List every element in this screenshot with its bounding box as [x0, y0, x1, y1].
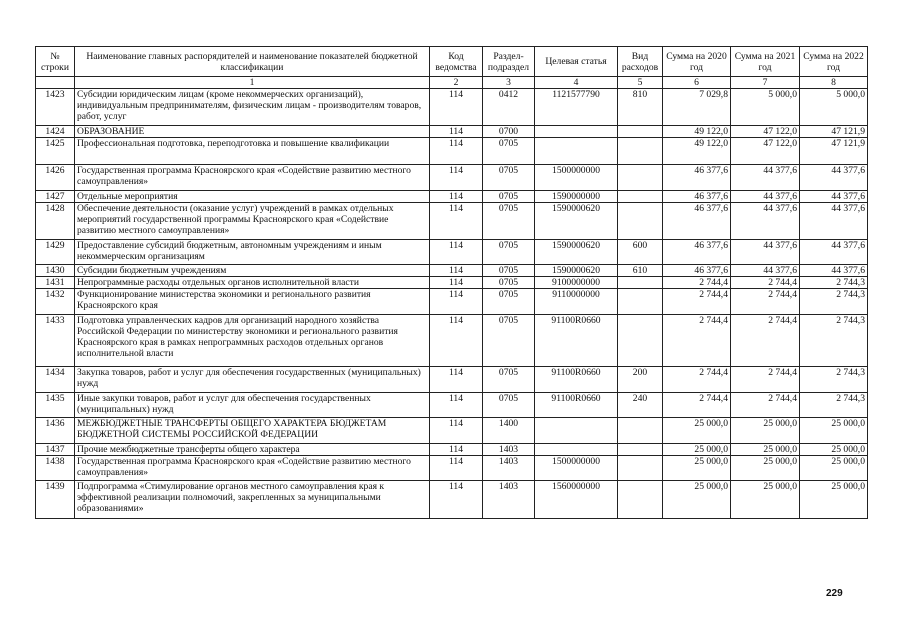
department-code: 114 [430, 315, 483, 367]
row-number: 1432 [36, 289, 75, 315]
expense-type: 810 [618, 89, 663, 126]
target-item: 1500000000 [535, 165, 618, 191]
expense-type [618, 418, 663, 444]
sum-2022: 44 377,6 [800, 265, 868, 277]
table-row [36, 444, 868, 456]
header-sum-2021: Сумма на 2021 год [731, 47, 800, 77]
header-target-item: Целевая статья [535, 47, 618, 77]
sum-2020: 2 744,4 [663, 315, 731, 367]
expense-type [618, 165, 663, 191]
section-code: 1403 [483, 481, 535, 519]
row-name: Субсидии юридическим лицам (кроме некоммерческих организаций), индивидуальным предпринимателям, физическим лицам - производителям товаров, работ, услуг [75, 89, 430, 126]
sum-2021: 44 377,6 [731, 240, 800, 265]
row-name: МЕЖБЮДЖЕТНЫЕ ТРАНСФЕРТЫ ОБЩЕГО ХАРАКТЕРА БЮДЖЕТАМ БЮДЖЕТНОЙ СИСТЕМЫ РОССИЙСКОЙ ФЕДЕРАЦИИ [75, 418, 430, 444]
row-number: 1428 [36, 203, 75, 240]
expense-type [618, 289, 663, 315]
sum-2020: 7 029,8 [663, 89, 731, 126]
section-code: 0705 [483, 315, 535, 367]
sum-2020: 46 377,6 [663, 203, 731, 240]
department-code: 114 [430, 393, 483, 418]
target-item: 91100R0660 [535, 315, 618, 367]
row-name: Профессиональная подготовка, переподготовка и повышение квалификации [75, 138, 430, 165]
sum-2021: 25 000,0 [731, 444, 800, 456]
expense-type [618, 456, 663, 481]
sum-2020: 25 000,0 [663, 481, 731, 519]
column-number: 7 [731, 77, 800, 89]
sum-2021: 44 377,6 [731, 191, 800, 203]
sum-2021: 5 000,0 [731, 89, 800, 126]
sum-2020: 46 377,6 [663, 240, 731, 265]
target-item: 91100R0660 [535, 367, 618, 393]
row-name: Непрограммные расходы отдельных органов исполнительной власти [75, 277, 430, 289]
department-code: 114 [430, 165, 483, 191]
row-number: 1436 [36, 418, 75, 444]
table-row [36, 265, 868, 277]
row-name: Подпрограмма «Стимулирование органов местного самоуправления края к эффективной реализации полномочий, закрепленных за муниципальными образованиями» [75, 481, 430, 519]
sum-2020: 46 377,6 [663, 191, 731, 203]
column-numbers-row [36, 77, 868, 89]
row-number: 1437 [36, 444, 75, 456]
sum-2022: 5 000,0 [800, 89, 868, 126]
table-row [36, 203, 868, 240]
sum-2022: 44 377,6 [800, 165, 868, 191]
row-name: Отдельные мероприятия [75, 191, 430, 203]
row-number: 1425 [36, 138, 75, 165]
column-number: 6 [663, 77, 731, 89]
sum-2020: 2 744,4 [663, 289, 731, 315]
table-row [36, 418, 868, 444]
expense-type: 610 [618, 265, 663, 277]
row-number: 1438 [36, 456, 75, 481]
department-code: 114 [430, 277, 483, 289]
sum-2021: 2 744,4 [731, 393, 800, 418]
row-number: 1433 [36, 315, 75, 367]
row-name: Функционирование министерства экономики и регионального развития Красноярского края [75, 289, 430, 315]
header-section: Раздел-подраздел [483, 47, 535, 77]
row-name: Предоставление субсидий бюджетным, автономным учреждениям и иным некоммерческим организациям [75, 240, 430, 265]
column-number: 8 [800, 77, 868, 89]
row-number: 1423 [36, 89, 75, 126]
sum-2020: 46 377,6 [663, 165, 731, 191]
header-name: Наименование главных распорядителей и наименование показателей бюджетной классификации [75, 47, 430, 77]
sum-2022: 2 744,3 [800, 393, 868, 418]
header-row-number: № строки [36, 47, 75, 77]
section-code: 1403 [483, 456, 535, 481]
row-number: 1435 [36, 393, 75, 418]
department-code: 114 [430, 444, 483, 456]
expense-type [618, 138, 663, 165]
sum-2022: 2 744,3 [800, 277, 868, 289]
department-code: 114 [430, 456, 483, 481]
section-code: 0705 [483, 191, 535, 203]
table-row [36, 165, 868, 191]
table-row [36, 367, 868, 393]
department-code: 114 [430, 418, 483, 444]
sum-2021: 44 377,6 [731, 265, 800, 277]
table-row [36, 456, 868, 481]
expense-type [618, 444, 663, 456]
expense-type [618, 203, 663, 240]
row-name: Государственная программа Красноярского края «Содействие развитию местного самоуправления» [75, 456, 430, 481]
sum-2021: 2 744,4 [731, 289, 800, 315]
department-code: 114 [430, 289, 483, 315]
sum-2020: 2 744,4 [663, 393, 731, 418]
table-row [36, 289, 868, 315]
table-row [36, 481, 868, 519]
target-item: 1590000000 [535, 191, 618, 203]
section-code: 0412 [483, 89, 535, 126]
target-item [535, 444, 618, 456]
table-row [36, 138, 868, 165]
expense-type [618, 126, 663, 138]
department-code: 114 [430, 203, 483, 240]
header-row [36, 47, 868, 77]
department-code: 114 [430, 481, 483, 519]
sum-2022: 44 377,6 [800, 203, 868, 240]
section-code: 0705 [483, 393, 535, 418]
row-number: 1424 [36, 126, 75, 138]
department-code: 114 [430, 126, 483, 138]
row-name: ОБРАЗОВАНИЕ [75, 126, 430, 138]
sum-2020: 46 377,6 [663, 265, 731, 277]
sum-2020: 2 744,4 [663, 277, 731, 289]
sum-2021: 25 000,0 [731, 418, 800, 444]
section-code: 0705 [483, 203, 535, 240]
table-row [36, 89, 868, 126]
sum-2022: 25 000,0 [800, 456, 868, 481]
row-name: Прочие межбюджетные трансферты общего характера [75, 444, 430, 456]
header-department-code: Код ведомства [430, 47, 483, 77]
table-row [36, 277, 868, 289]
sum-2021: 2 744,4 [731, 367, 800, 393]
row-number: 1430 [36, 265, 75, 277]
target-item: 1121577790 [535, 89, 618, 126]
section-code: 0705 [483, 277, 535, 289]
expense-type: 600 [618, 240, 663, 265]
target-item: 1560000000 [535, 481, 618, 519]
sum-2022: 25 000,0 [800, 418, 868, 444]
row-number: 1426 [36, 165, 75, 191]
section-code: 1400 [483, 418, 535, 444]
expense-type [618, 315, 663, 367]
row-number: 1439 [36, 481, 75, 519]
department-code: 114 [430, 138, 483, 165]
sum-2022: 47 121,9 [800, 126, 868, 138]
row-number: 1431 [36, 277, 75, 289]
sum-2020: 49 122,0 [663, 126, 731, 138]
table-row [36, 126, 868, 138]
header-expense-type: Вид расходов [618, 47, 663, 77]
target-item: 9100000000 [535, 277, 618, 289]
section-code: 0705 [483, 165, 535, 191]
sum-2022: 44 377,6 [800, 240, 868, 265]
sum-2021: 2 744,4 [731, 315, 800, 367]
section-code: 0705 [483, 240, 535, 265]
sum-2022: 47 121,9 [800, 138, 868, 165]
sum-2021: 47 122,0 [731, 138, 800, 165]
section-code: 0705 [483, 265, 535, 277]
page-number: 229 [826, 588, 843, 599]
expense-type [618, 481, 663, 519]
header-sum-2020: Сумма на 2020 год [663, 47, 731, 77]
sum-2020: 25 000,0 [663, 418, 731, 444]
department-code: 114 [430, 367, 483, 393]
department-code: 114 [430, 265, 483, 277]
sum-2021: 25 000,0 [731, 481, 800, 519]
row-name: Закупка товаров, работ и услуг для обеспечения государственных (муниципальных) нужд [75, 367, 430, 393]
section-code: 0705 [483, 138, 535, 165]
expense-type [618, 277, 663, 289]
target-item: 91100R0660 [535, 393, 618, 418]
target-item: 1590000620 [535, 265, 618, 277]
target-item: 1590000620 [535, 240, 618, 265]
department-code: 114 [430, 89, 483, 126]
column-number: 4 [535, 77, 618, 89]
sum-2021: 47 122,0 [731, 126, 800, 138]
sum-2021: 44 377,6 [731, 165, 800, 191]
table-row [36, 240, 868, 265]
expense-type: 240 [618, 393, 663, 418]
column-number: 1 [75, 77, 430, 89]
section-code: 0705 [483, 289, 535, 315]
section-code: 1403 [483, 444, 535, 456]
row-name: Иные закупки товаров, работ и услуг для обеспечения государственных (муниципальных) нужд [75, 393, 430, 418]
column-number [36, 77, 75, 89]
expense-type [618, 191, 663, 203]
target-item [535, 138, 618, 165]
table-row [36, 315, 868, 367]
section-code: 0700 [483, 126, 535, 138]
sum-2020: 49 122,0 [663, 138, 731, 165]
table-row [36, 393, 868, 418]
sum-2022: 25 000,0 [800, 444, 868, 456]
row-name: Подготовка управленческих кадров для организаций народного хозяйства Российской Федерации по министерству экономики и регионального развития Красноярского края в рамках непрограммных расходов отдельных органов исполнительной власти [75, 315, 430, 367]
sum-2020: 25 000,0 [663, 456, 731, 481]
sum-2022: 2 744,3 [800, 315, 868, 367]
column-number: 3 [483, 77, 535, 89]
department-code: 114 [430, 191, 483, 203]
budget-table [35, 46, 868, 519]
target-item: 9110000000 [535, 289, 618, 315]
expense-type: 200 [618, 367, 663, 393]
sum-2020: 25 000,0 [663, 444, 731, 456]
row-name: Обеспечение деятельности (оказание услуг) учреждений в рамках отдельных мероприятий государственной программы Красноярского края «Содействие развитию местного самоуправления» [75, 203, 430, 240]
target-item [535, 126, 618, 138]
target-item: 1590000620 [535, 203, 618, 240]
target-item: 1500000000 [535, 456, 618, 481]
sum-2022: 2 744,3 [800, 289, 868, 315]
sum-2022: 44 377,6 [800, 191, 868, 203]
row-number: 1429 [36, 240, 75, 265]
sum-2021: 25 000,0 [731, 456, 800, 481]
target-item [535, 418, 618, 444]
table-row [36, 191, 868, 203]
sum-2020: 2 744,4 [663, 367, 731, 393]
department-code: 114 [430, 240, 483, 265]
row-name: Государственная программа Красноярского края «Содействие развитию местного самоуправления» [75, 165, 430, 191]
header-sum-2022: Сумма на 2022 год [800, 47, 868, 77]
section-code: 0705 [483, 367, 535, 393]
sum-2022: 2 744,3 [800, 367, 868, 393]
row-number: 1427 [36, 191, 75, 203]
sum-2021: 2 744,4 [731, 277, 800, 289]
column-number: 2 [430, 77, 483, 89]
column-number: 5 [618, 77, 663, 89]
sum-2021: 44 377,6 [731, 203, 800, 240]
row-name: Субсидии бюджетным учреждениям [75, 265, 430, 277]
sum-2022: 25 000,0 [800, 481, 868, 519]
row-number: 1434 [36, 367, 75, 393]
